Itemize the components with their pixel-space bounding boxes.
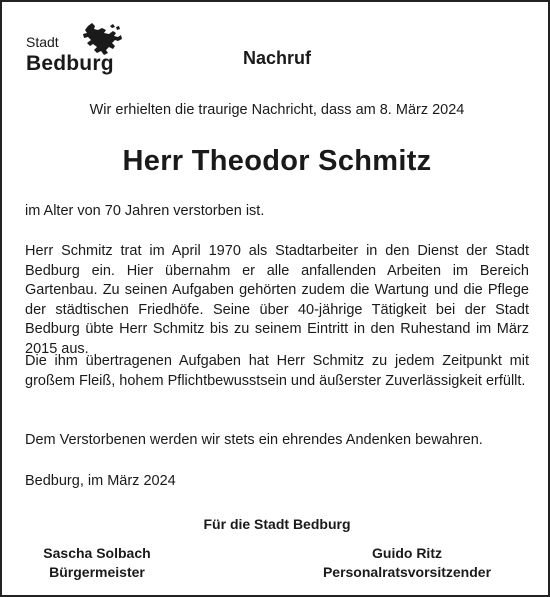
signatory-staff-council: [312, 544, 502, 582]
deceased-name: Herr Theodor Schmitz: [122, 145, 432, 177]
for-city-line: Für die Stadt Bedburg: [203, 516, 351, 532]
paragraph-remembrance: Dem Verstorbenen werden wir stets ein ehrendes Andenken bewahren.: [25, 432, 483, 448]
signatory-title: Personalratsvorsitzender: [322, 564, 492, 580]
logo-text-stadt: Stadt: [26, 34, 59, 50]
notice-heading: Nachruf: [242, 48, 311, 68]
age-line: im Alter von 70 Jahren verstorben ist.: [25, 203, 265, 219]
paragraph-career: Herr Schmitz trat im April 1970 als Stadtarbeiter in den Dienst der Stadt Bedburg ein. Hier übernahm er alle anfallenden Arbeiten im Bereich Gartenbau. Zu seinen Aufgaben gehörten zudem die Wartung und die Pflege der städtischen Friedhöfe. Seine über 40-jährige Tätigkeit bei der Stadt Bedburg übte Herr Schmitz bis zu seinem Eintritt in den Ruhestand im März 2015 aus.: [25, 243, 529, 357]
signatory-title: Bürgermeister: [49, 564, 145, 580]
intro-line: Wir erhielten die traurige Nachricht, dass am 8. März 2024: [89, 102, 465, 118]
signatory-name: Guido Ritz: [372, 545, 442, 561]
paragraph-merits: Die ihm übertragenen Aufgaben hat Herr Schmitz zu jedem Zeitpunkt mit großem Fleiß, hohem Pflichtbewusstsein und äußerster Zuverlässigkeit erfüllt.: [25, 353, 529, 389]
signatory-name: Sascha Solbach: [43, 545, 151, 561]
logo-text-bedburg: Bedburg: [26, 52, 114, 75]
place-date: Bedburg, im März 2024: [25, 473, 176, 489]
signatory-mayor: [32, 544, 162, 582]
